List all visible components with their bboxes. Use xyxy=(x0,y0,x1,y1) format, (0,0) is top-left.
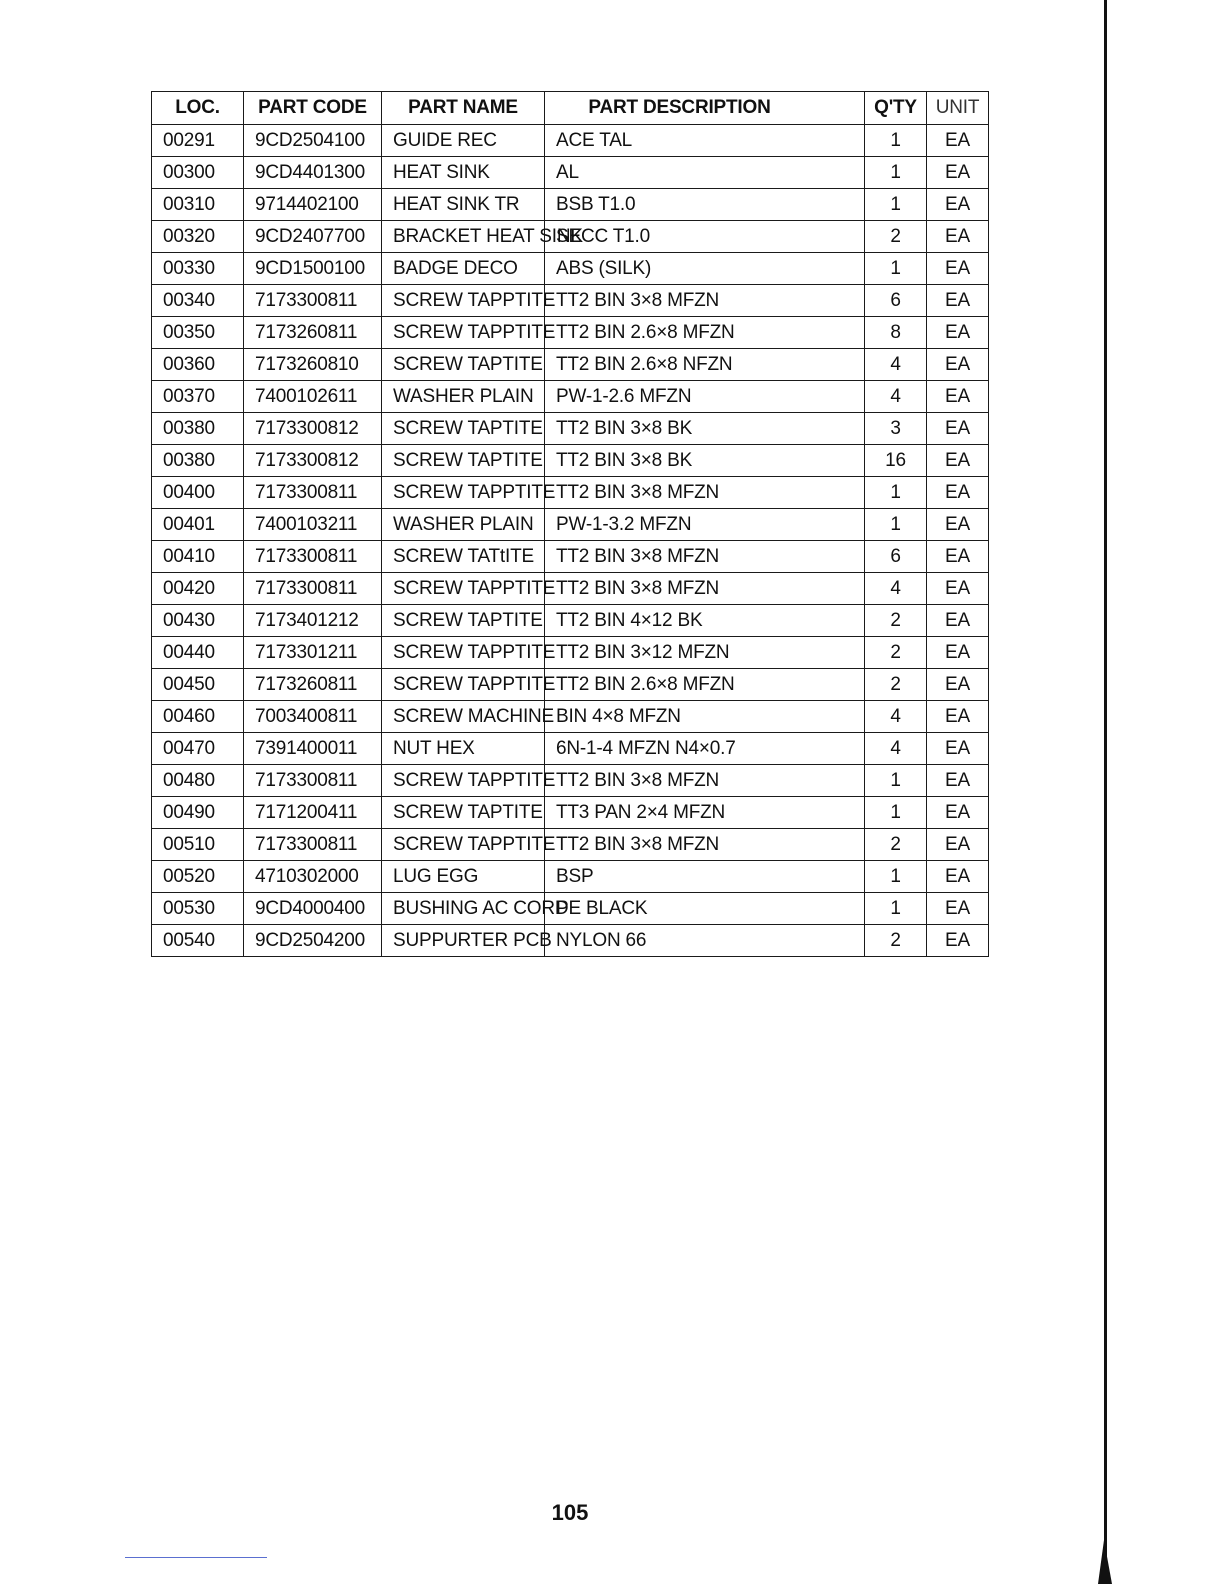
cell-part-name: NUT HEX xyxy=(382,733,545,765)
cell-part-description: BSB T1.0 xyxy=(545,189,865,221)
cell-unit: EA xyxy=(927,157,989,189)
table-row xyxy=(152,413,989,445)
cell-unit: EA xyxy=(927,765,989,797)
cell-part-code: 7173260811 xyxy=(244,317,382,349)
cell-qty: 8 xyxy=(865,317,927,349)
cell-part-description: TT2 BIN 3×8 BK xyxy=(545,445,865,477)
cell-loc: 00360 xyxy=(152,349,244,381)
cell-loc: 00540 xyxy=(152,925,244,957)
cell-unit: EA xyxy=(927,349,989,381)
cell-part-name: SCREW TAPTITE xyxy=(382,605,545,637)
cell-loc: 00510 xyxy=(152,829,244,861)
cell-loc: 00310 xyxy=(152,189,244,221)
cell-part-code: 7400103211 xyxy=(244,509,382,541)
table-row xyxy=(152,253,989,285)
cell-loc: 00380 xyxy=(152,413,244,445)
cell-part-description: TT2 BIN 2.6×8 MFZN xyxy=(545,669,865,701)
cell-part-description: TT3 PAN 2×4 MFZN xyxy=(545,797,865,829)
cell-part-name: SCREW TAPTITE xyxy=(382,445,545,477)
cell-part-name: BUSHING AC CORD xyxy=(382,893,545,925)
cell-qty: 3 xyxy=(865,413,927,445)
table-row xyxy=(152,125,989,157)
cell-part-name: SCREW TAPTITE xyxy=(382,797,545,829)
table-row xyxy=(152,477,989,509)
cell-part-name: HEAT SINK TR xyxy=(382,189,545,221)
cell-part-code: 7173401212 xyxy=(244,605,382,637)
table-row xyxy=(152,765,989,797)
cell-part-code: 7173300811 xyxy=(244,477,382,509)
cell-unit: EA xyxy=(927,125,989,157)
cell-part-code: 4710302000 xyxy=(244,861,382,893)
cell-part-name: SCREW TAPPTITE xyxy=(382,477,545,509)
cell-part-name: SCREW TAPTITE xyxy=(382,413,545,445)
cell-loc: 00300 xyxy=(152,157,244,189)
cell-unit: EA xyxy=(927,477,989,509)
cell-unit: EA xyxy=(927,445,989,477)
cell-qty: 2 xyxy=(865,637,927,669)
cell-qty: 1 xyxy=(865,797,927,829)
cell-part-description: TT2 BIN 3×8 MFZN xyxy=(545,573,865,605)
table-row xyxy=(152,349,989,381)
cell-loc: 00380 xyxy=(152,445,244,477)
cell-part-description: ABS (SILK) xyxy=(545,253,865,285)
cell-part-name: SCREW TAPPTITE xyxy=(382,637,545,669)
cell-part-description: TT2 BIN 3×8 BK xyxy=(545,413,865,445)
cell-part-code: 7173300812 xyxy=(244,445,382,477)
cell-unit: EA xyxy=(927,925,989,957)
header-qty: Q'TY xyxy=(865,92,927,125)
table-row xyxy=(152,893,989,925)
cell-part-code: 7173300811 xyxy=(244,765,382,797)
cell-part-name: GUIDE REC xyxy=(382,125,545,157)
cell-loc: 00470 xyxy=(152,733,244,765)
table-row xyxy=(152,925,989,957)
cell-part-description: BIN 4×8 MFZN xyxy=(545,701,865,733)
cell-qty: 2 xyxy=(865,669,927,701)
cell-unit: EA xyxy=(927,541,989,573)
cell-qty: 1 xyxy=(865,893,927,925)
cell-part-code: 9714402100 xyxy=(244,189,382,221)
table-row xyxy=(152,669,989,701)
page-number: 105 xyxy=(551,1500,589,1525)
cell-part-name: SCREW TAPPTITE xyxy=(382,317,545,349)
cell-loc: 00480 xyxy=(152,765,244,797)
cell-qty: 1 xyxy=(865,861,927,893)
cell-qty: 2 xyxy=(865,221,927,253)
page-edge-flare xyxy=(1098,1540,1112,1584)
header-part-code: PART CODE xyxy=(244,92,382,125)
table-row xyxy=(152,285,989,317)
cell-qty: 1 xyxy=(865,157,927,189)
cell-part-name: SCREW MACHINE xyxy=(382,701,545,733)
table-row xyxy=(152,573,989,605)
cell-part-code: 7400102611 xyxy=(244,381,382,413)
cell-loc: 00440 xyxy=(152,637,244,669)
cell-qty: 2 xyxy=(865,925,927,957)
cell-part-description: TT2 BIN 3×8 MFZN xyxy=(545,765,865,797)
table-row xyxy=(152,189,989,221)
cell-unit: EA xyxy=(927,253,989,285)
cell-loc: 00420 xyxy=(152,573,244,605)
cell-part-description: TT2 BIN 3×8 MFZN xyxy=(545,541,865,573)
cell-part-description: TT2 BIN 3×12 MFZN xyxy=(545,637,865,669)
cell-loc: 00430 xyxy=(152,605,244,637)
cell-part-code: 7391400011 xyxy=(244,733,382,765)
cell-part-name: HEAT SINK xyxy=(382,157,545,189)
cell-loc: 00350 xyxy=(152,317,244,349)
cell-part-code: 7173300811 xyxy=(244,573,382,605)
cell-qty: 1 xyxy=(865,125,927,157)
cell-part-description: TT2 BIN 3×8 MFZN xyxy=(545,285,865,317)
cell-qty: 4 xyxy=(865,349,927,381)
cell-unit: EA xyxy=(927,285,989,317)
cell-unit: EA xyxy=(927,861,989,893)
table-row xyxy=(152,829,989,861)
table-row xyxy=(152,637,989,669)
cell-part-name: LUG EGG xyxy=(382,861,545,893)
cell-qty: 1 xyxy=(865,509,927,541)
cell-unit: EA xyxy=(927,637,989,669)
cell-loc: 00450 xyxy=(152,669,244,701)
table-row xyxy=(152,445,989,477)
cell-unit: EA xyxy=(927,317,989,349)
cell-qty: 4 xyxy=(865,381,927,413)
cell-part-name: SCREW TATtITE xyxy=(382,541,545,573)
cell-loc: 00490 xyxy=(152,797,244,829)
table-row xyxy=(152,797,989,829)
cell-unit: EA xyxy=(927,733,989,765)
cell-unit: EA xyxy=(927,573,989,605)
cell-part-code: 7173301211 xyxy=(244,637,382,669)
cell-part-name: WASHER PLAIN xyxy=(382,381,545,413)
cell-qty: 1 xyxy=(865,253,927,285)
cell-unit: EA xyxy=(927,669,989,701)
header-part-description: PART DESCRIPTION xyxy=(545,92,865,125)
cell-qty: 2 xyxy=(865,829,927,861)
cell-part-name: SCREW TAPPTITE xyxy=(382,765,545,797)
cell-unit: EA xyxy=(927,221,989,253)
cell-part-name: SCREW TAPPTITE xyxy=(382,669,545,701)
cell-part-description: TT2 BIN 2.6×8 MFZN xyxy=(545,317,865,349)
header-part-name: PART NAME xyxy=(382,92,545,125)
cell-part-description: ACE TAL xyxy=(545,125,865,157)
cell-part-code: 9CD1500100 xyxy=(244,253,382,285)
parts-list-table xyxy=(151,91,989,957)
cell-qty: 6 xyxy=(865,285,927,317)
cell-part-name: SCREW TAPPTITE xyxy=(382,285,545,317)
page-edge-rule xyxy=(1104,0,1107,1584)
header-row xyxy=(152,92,989,125)
cell-part-code: 9CD4401300 xyxy=(244,157,382,189)
cell-part-description: BSP xyxy=(545,861,865,893)
cell-qty: 1 xyxy=(865,477,927,509)
cell-part-name: SCREW TAPPTITE xyxy=(382,573,545,605)
table-body xyxy=(152,125,989,957)
cell-unit: EA xyxy=(927,381,989,413)
cell-part-description: SECC T1.0 xyxy=(545,221,865,253)
header-loc: LOC. xyxy=(152,92,244,125)
cell-part-name: SCREW TAPTITE xyxy=(382,349,545,381)
cell-part-code: 9CD2504100 xyxy=(244,125,382,157)
cell-qty: 1 xyxy=(865,189,927,221)
table-row xyxy=(152,157,989,189)
table-row xyxy=(152,541,989,573)
cell-qty: 16 xyxy=(865,445,927,477)
cell-part-description: PW-1-3.2 MFZN xyxy=(545,509,865,541)
cell-part-name: SCREW TAPPTITE xyxy=(382,829,545,861)
table-row xyxy=(152,861,989,893)
cell-qty: 6 xyxy=(865,541,927,573)
cell-unit: EA xyxy=(927,189,989,221)
cell-part-code: 7173260811 xyxy=(244,669,382,701)
cell-qty: 4 xyxy=(865,573,927,605)
table-row xyxy=(152,605,989,637)
cell-part-description: TT2 BIN 3×8 MFZN xyxy=(545,829,865,861)
cell-part-description: TT2 BIN 4×12 BK xyxy=(545,605,865,637)
cell-part-description: 6N-1-4 MFZN N4×0.7 xyxy=(545,733,865,765)
cell-part-code: 7173300811 xyxy=(244,829,382,861)
cell-part-code: 7173260810 xyxy=(244,349,382,381)
bottom-underline xyxy=(125,1557,267,1558)
cell-loc: 00340 xyxy=(152,285,244,317)
table-row xyxy=(152,221,989,253)
cell-qty: 1 xyxy=(865,765,927,797)
table-row xyxy=(152,381,989,413)
table-header xyxy=(152,92,989,125)
cell-part-code: 9CD2504200 xyxy=(244,925,382,957)
cell-loc: 00370 xyxy=(152,381,244,413)
cell-part-description: PW-1-2.6 MFZN xyxy=(545,381,865,413)
cell-loc: 00291 xyxy=(152,125,244,157)
cell-part-name: SUPPURTER PCB xyxy=(382,925,545,957)
cell-loc: 00401 xyxy=(152,509,244,541)
cell-part-code: 9CD4000400 xyxy=(244,893,382,925)
cell-unit: EA xyxy=(927,413,989,445)
header-unit: UNIT xyxy=(927,92,989,125)
cell-part-name: BRACKET HEAT SINK xyxy=(382,221,545,253)
cell-part-description: TT2 BIN 2.6×8 NFZN xyxy=(545,349,865,381)
cell-unit: EA xyxy=(927,797,989,829)
table-row xyxy=(152,701,989,733)
cell-part-description: AL xyxy=(545,157,865,189)
cell-part-code: 7173300811 xyxy=(244,285,382,317)
cell-part-code: 7003400811 xyxy=(244,701,382,733)
cell-part-code: 7171200411 xyxy=(244,797,382,829)
cell-part-code: 9CD2407700 xyxy=(244,221,382,253)
table-row xyxy=(152,733,989,765)
cell-loc: 00530 xyxy=(152,893,244,925)
cell-unit: EA xyxy=(927,893,989,925)
cell-part-description: NYLON 66 xyxy=(545,925,865,957)
cell-part-description: PE BLACK xyxy=(545,893,865,925)
table-row xyxy=(152,317,989,349)
cell-part-code: 7173300811 xyxy=(244,541,382,573)
cell-loc: 00520 xyxy=(152,861,244,893)
cell-part-name: BADGE DECO xyxy=(382,253,545,285)
cell-part-code: 7173300812 xyxy=(244,413,382,445)
cell-unit: EA xyxy=(927,701,989,733)
cell-loc: 00320 xyxy=(152,221,244,253)
cell-unit: EA xyxy=(927,605,989,637)
cell-loc: 00330 xyxy=(152,253,244,285)
cell-qty: 2 xyxy=(865,605,927,637)
cell-unit: EA xyxy=(927,509,989,541)
cell-qty: 4 xyxy=(865,701,927,733)
cell-loc: 00400 xyxy=(152,477,244,509)
cell-part-name: WASHER PLAIN xyxy=(382,509,545,541)
cell-part-description: TT2 BIN 3×8 MFZN xyxy=(545,477,865,509)
cell-loc: 00410 xyxy=(152,541,244,573)
cell-unit: EA xyxy=(927,829,989,861)
cell-loc: 00460 xyxy=(152,701,244,733)
cell-qty: 4 xyxy=(865,733,927,765)
table-row xyxy=(152,509,989,541)
